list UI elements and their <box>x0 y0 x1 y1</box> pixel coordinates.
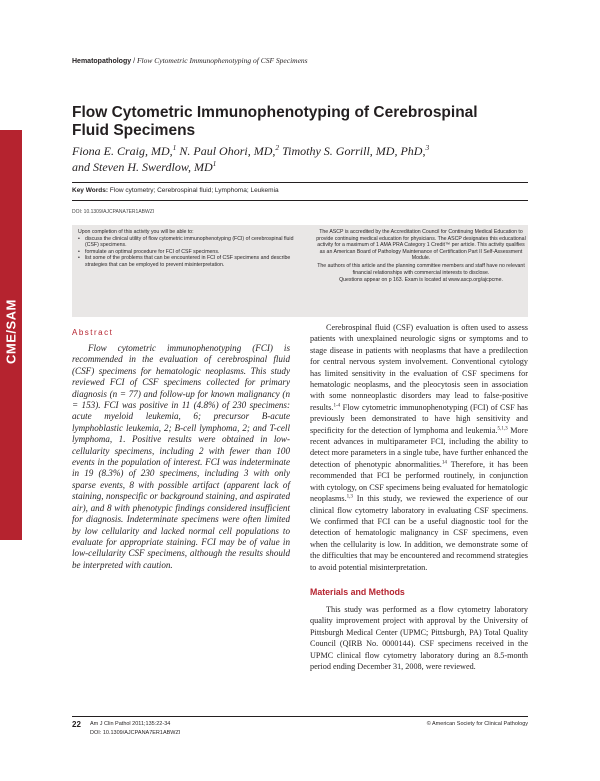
running-head-title: Flow Cytometric Immunophenotyping of CSF Specimens <box>136 56 308 65</box>
author-name: Fiona E. Craig, MD, <box>72 144 173 158</box>
learning-objectives <box>78 229 298 269</box>
author-affiliation: 1 <box>212 158 217 168</box>
citation: 5,1,3 <box>497 424 508 431</box>
running-head-separator: / <box>131 58 137 65</box>
objective-item: • list some of the problems that can be encountered in FCI of CSF specimens and describe strategies that can be employed to prevent misinterpretation. <box>78 255 298 268</box>
doi: DOI: 10.1309/AJCPANA7ER1ABWZI <box>72 209 155 215</box>
footer-doi: DOI: 10.1309/AJCPANA7ER1ABWZI <box>90 730 181 736</box>
accreditation-paragraph: The ASCP is accredited by the Accreditation Council for Continuing Medical Education to provide continuing medical education for physicians. The ASCP designates this educational activity for a maximum of 1 AMA PRA Category 1 Credit™ per article. This activity qualifies as an American Board of Pathology Maintenance of Certification Part II Self-Assessment Module. <box>316 229 526 262</box>
author-affiliation: 3 <box>425 143 430 152</box>
header-divider <box>72 182 528 183</box>
keywords <box>72 187 279 194</box>
keywords-label: Key Words: <box>72 187 108 194</box>
article-title: Flow Cytometric Immunophenotyping of Cerebrospinal Fluid Specimens <box>72 104 478 139</box>
cme-objectives-box <box>72 225 528 317</box>
page-number: 22 <box>72 720 81 729</box>
objectives-list <box>78 236 298 269</box>
objectives-intro: Upon completion of this activity you will be able to: <box>78 229 194 235</box>
methods-heading: Materials and Methods <box>310 587 405 597</box>
intro-text: In this study, we reviewed the experience of our clinical flow cytometry laboratory in evaluating CSF specimens. We confirmed that FCI can be a useful diagnostic tool for the detection of hematologic malignancy in CSF specimens, even when the cellularity is low. In addition, we demonstrate some of the difficulties that may be encountered and recommend strategies to avoid potential misinterpretation. <box>310 494 528 572</box>
running-head-section: Hematopathology <box>72 58 132 65</box>
citation: 1-4 <box>333 402 341 409</box>
abstract-text: Flow cytometric immunophenotyping (FCI) is recommended in the evaluation of cerebrospinal fluid (CSF) specimens for hematologic neoplasms. This study reviewed FCI of CSF specimens collected for primary diagnosis (n = 77) and follow-up for known malignancy (n = 153). FCI was positive in 11 (4.8%) of 230 specimens: acute myeloid leukemia, 6; precursor B-acute lymphoblastic leukemia, 2; B-cell lymphoma, 2; and T-cell lymphoma, 1. Positive results were obtained in low-cellularity specimens, including 2 with fewer than 100 events in the population of interest. FCI was indeterminate in 19 (8.3%) of 230 specimens, including 3 with only sparse events, 8 with possible artifact (apparent lack of staining, nonspecific or background staining, and aspirated air), and 8 with phenotypic findings considered insufficient for diagnosis. Indeterminate specimens were often limited by low cellularity and lacked normal cell populations to evaluate for appropriate staining. FCI may be of value in low-cellularity CSF specimens, although the results should be interpreted with caution. <box>72 343 290 570</box>
author-list <box>72 144 532 175</box>
citation: 14 <box>441 459 447 466</box>
author-name: N. Paul Ohori, MD, <box>179 144 276 158</box>
objective-item: • formulate an optimal procedure for FCI of CSF specimens. <box>78 249 298 256</box>
intro-text: More recent advances in multiparameter FCI, including the ability to detect more parameters in a single tube, have further enhanced the detection of phenotypic abnormalities. <box>310 425 529 469</box>
author-name: Steven H. Swerdlow, MD <box>93 159 213 174</box>
keywords-text: Flow cytometry; Cerebrospinal fluid; Lymphoma; Leukemia <box>108 187 279 194</box>
methods-paragraph: This study was performed as a flow cytometry laboratory quality improvement project with approval by the University of Pittsburgh Medical Center (UPMC; Pittsburgh, PA) Total Quality Council (QIRB No. 0000144). CSF specimens received in the UPMC clinical flow cytometry laboratory during an 8.5-month period ending December 31, 2008, were reviewed. <box>310 605 528 672</box>
author-separator: and <box>72 159 93 174</box>
exam-location-paragraph: Questions appear on p 163. Exam is located at www.ascp.org/ajcpcme. <box>339 277 503 284</box>
objective-item: • discuss the clinical utility of flow cytometric immunophenotyping (FCI) of cerebrospinal fluid (CSF) specimens. <box>78 236 298 249</box>
intro-text: Cerebrospinal fluid (CSF) evaluation is often used to assess patients with unexplained neurologic signs or symptoms and to stage disease in patients with neoplasms that have a predilection for central nervous system involvement. Conventional cytology has limited sensitivity in the evaluation of CSF specimens for hematologic neoplasms, and the pleocytosis seen in association with some nonneoplastic disorders may lead to false-positive results. <box>310 323 528 412</box>
intro-text: Therefore, it has been recommended that FCI be performed routinely, in conjunction with cytology, on CSF specimens being evaluated for hematologic neoplasms. <box>310 459 528 504</box>
accreditation-statement <box>316 229 526 285</box>
abstract-heading: Abstract <box>72 328 114 337</box>
footer-divider <box>72 716 528 717</box>
keywords-divider <box>72 200 528 201</box>
running-head <box>72 56 308 65</box>
author-name: Timothy S. Gorrill, MD, PhD, <box>282 144 426 158</box>
journal-citation: Am J Clin Pathol 2011;135:22-34 <box>90 721 171 727</box>
citation: 1,3 <box>346 493 353 500</box>
intro-text: Flow cytometric immunophenotyping (FCI) of CSF has previously been demonstrated to have high sensitivity and specificity for the detection of lymphoma and leukemia. <box>310 402 528 435</box>
disclosure-paragraph: The authors of this article and the planning committee members and staff have no relevant financial relationships with commercial interests to disclose. <box>317 262 525 276</box>
author-affiliation: 2 <box>275 143 280 152</box>
author-affiliation: 1 <box>172 143 177 152</box>
copyright: © American Society for Clinical Pathology <box>426 721 528 727</box>
cme-sam-label: CME/SAM <box>3 299 19 365</box>
intro-paragraph <box>310 322 528 573</box>
